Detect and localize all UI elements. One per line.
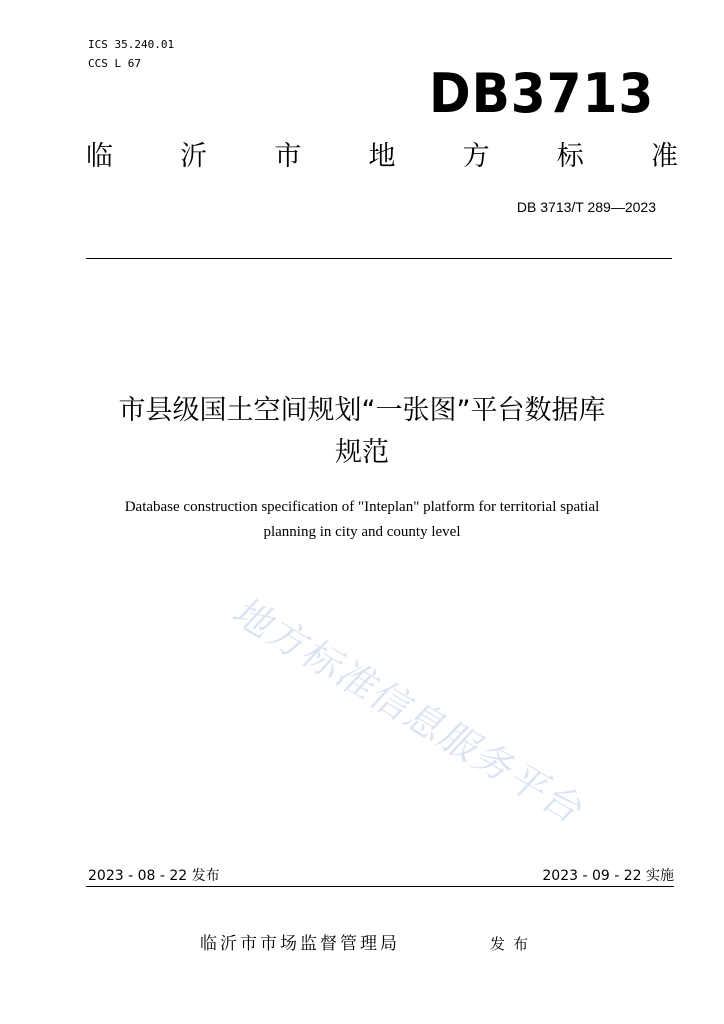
chinese-title-line-2: 规范 — [335, 437, 389, 468]
standard-type-heading — [86, 140, 678, 174]
standard-type-char: 市 — [274, 141, 302, 172]
english-title — [70, 495, 654, 545]
standard-type-char: 标 — [556, 141, 584, 172]
implementation-date: 2023 - 09 - 22 实施 — [542, 868, 674, 884]
standard-number: DB 3713/T 289—2023 — [516, 199, 656, 215]
watermark: 地方标准信息服务平台 — [223, 592, 597, 832]
bottom-divider — [86, 886, 674, 887]
standard-type-char: 方 — [462, 141, 490, 172]
standard-type-char: 沂 — [180, 141, 208, 172]
english-title-line-1: Database construction specification of "Inteplan" platform for territorial spatial — [124, 499, 600, 515]
ccs-code: CCS L 67 — [88, 57, 141, 70]
issuing-action: 发布 — [490, 935, 537, 953]
issue-date: 2023 - 08 - 22 发布 — [88, 868, 220, 884]
standard-type-char: 地 — [368, 141, 396, 172]
english-title-line-2: planning in city and county level — [263, 524, 461, 540]
top-divider — [86, 258, 672, 259]
issuing-authority: 临沂市市场监督管理局 — [200, 934, 400, 954]
db-logo: DB3713 — [428, 62, 654, 125]
standard-type-char: 准 — [650, 141, 678, 172]
chinese-title — [40, 390, 684, 474]
chinese-title-line-1: 市县级国土空间规划“一张图”平台数据库 — [118, 395, 606, 426]
standard-type-char: 临 — [86, 141, 113, 172]
ics-code: ICS 35.240.01 — [88, 38, 175, 51]
